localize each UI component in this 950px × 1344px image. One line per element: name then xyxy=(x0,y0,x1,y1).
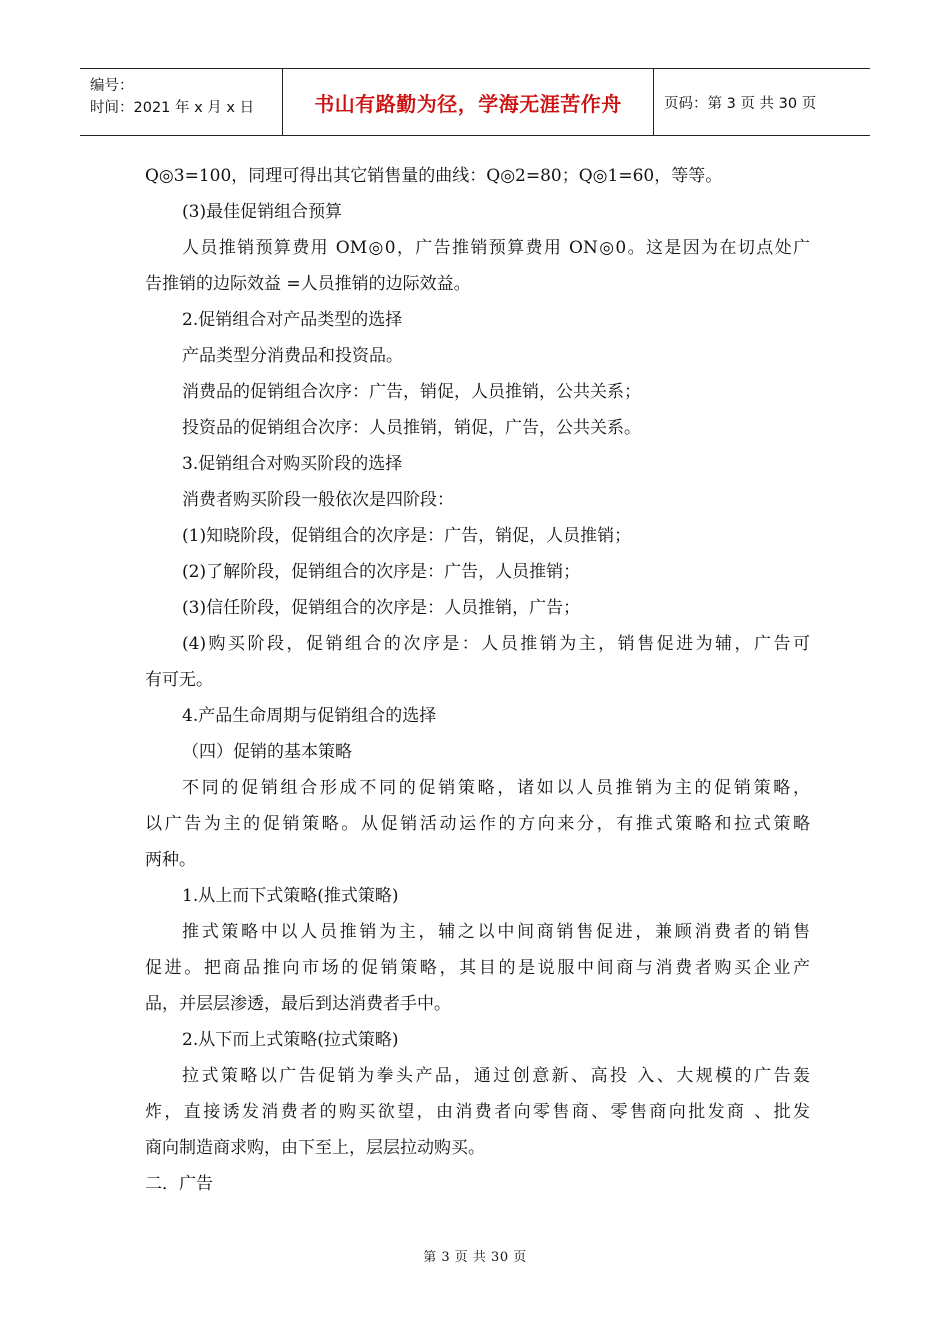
body-line: 投资品的促销组合次序：人员推销，销促，广告，公共关系。 xyxy=(182,418,641,438)
section-heading: 二．广告 xyxy=(145,1174,213,1194)
list-item: (3)信任阶段，促销组合的次序是：人员推销，广告； xyxy=(182,598,581,618)
header-page-info: 页码：第 3 页 共 30 页 xyxy=(664,95,817,112)
section-heading: 4.产品生命周期与促销组合的选择 xyxy=(182,706,437,726)
body-line: 炸，直接诱发消费者的购买欲望，由消费者向零售商、零售商向批发商 、批发 xyxy=(145,1102,810,1122)
body-line: 有可无。 xyxy=(145,670,213,690)
header-meta-cell xyxy=(80,69,283,135)
list-item: (1)知晓阶段，促销组合的次序是：广告，销促，人员推销； xyxy=(182,526,632,546)
body-line: 商向制造商求购，由下至上，层层拉动购买。 xyxy=(145,1138,485,1158)
body-line: 以广告为主的促销策略。从促销活动运作的方向来分，有推式策略和拉式策略 xyxy=(145,814,810,834)
list-item: (2)了解阶段，促销组合的次序是：广告，人员推销； xyxy=(182,562,581,582)
document-body xyxy=(145,158,810,1202)
body-line: 消费品的促销组合次序：广告，销促，人员推销，公共关系； xyxy=(182,382,641,402)
body-line: 促进。把商品推向市场的促销策略，其目的是说服中间商与消费者购买企业产 xyxy=(145,958,810,978)
body-line: 两种。 xyxy=(145,850,196,870)
body-line: 告推销的边际效益 =人员推销的边际效益。 xyxy=(145,274,471,294)
page-header xyxy=(80,68,870,136)
body-line: (3)最佳促销组合预算 xyxy=(182,202,343,222)
body-line: 产品类型分消费品和投资品。 xyxy=(182,346,403,366)
document-number-label: 编号： xyxy=(90,78,134,94)
header-motto: 书山有路勤为径，学海无涯苦作舟 xyxy=(283,69,654,135)
section-heading: （四）促销的基本策略 xyxy=(182,742,352,762)
body-line: 消费者购买阶段一般依次是四阶段： xyxy=(182,490,454,510)
body-line: 人员推销预算费用 OM◎0，广告推销预算费用 ON◎0。这是因为在切点处广 xyxy=(182,238,810,258)
page-footer: 第 3 页 共 30 页 xyxy=(423,1250,527,1265)
section-heading: 3.促销组合对购买阶段的选择 xyxy=(182,454,403,474)
body-line: 品，并层层渗透，最后到达消费者手中。 xyxy=(145,994,451,1014)
body-line: Q◎3=100，同理可得出其它销售量的曲线：Q◎2=80；Q◎1=60，等等。 xyxy=(145,166,723,186)
document-date-label: 时间：2021 年 x 月 x 日 xyxy=(90,100,255,116)
body-line: 不同的促销组合形成不同的促销策略，诸如以人员推销为主的促销策略， xyxy=(182,778,810,798)
body-line: 拉式策略以广告促销为拳头产品，通过创意新、高投 入、大规模的广告轰 xyxy=(182,1066,810,1086)
section-heading: 2.促销组合对产品类型的选择 xyxy=(182,310,403,330)
body-line: 推式策略中以人员推销为主，辅之以中间商销售促进，兼顾消费者的销售 xyxy=(182,922,810,942)
section-heading: 1.从上而下式策略(推式策略) xyxy=(182,886,399,906)
section-heading: 2.从下而上式策略(拉式策略) xyxy=(182,1030,399,1050)
list-item: (4)购买阶段，促销组合的次序是：人员推销为主，销售促进为辅，广告可 xyxy=(182,634,810,654)
